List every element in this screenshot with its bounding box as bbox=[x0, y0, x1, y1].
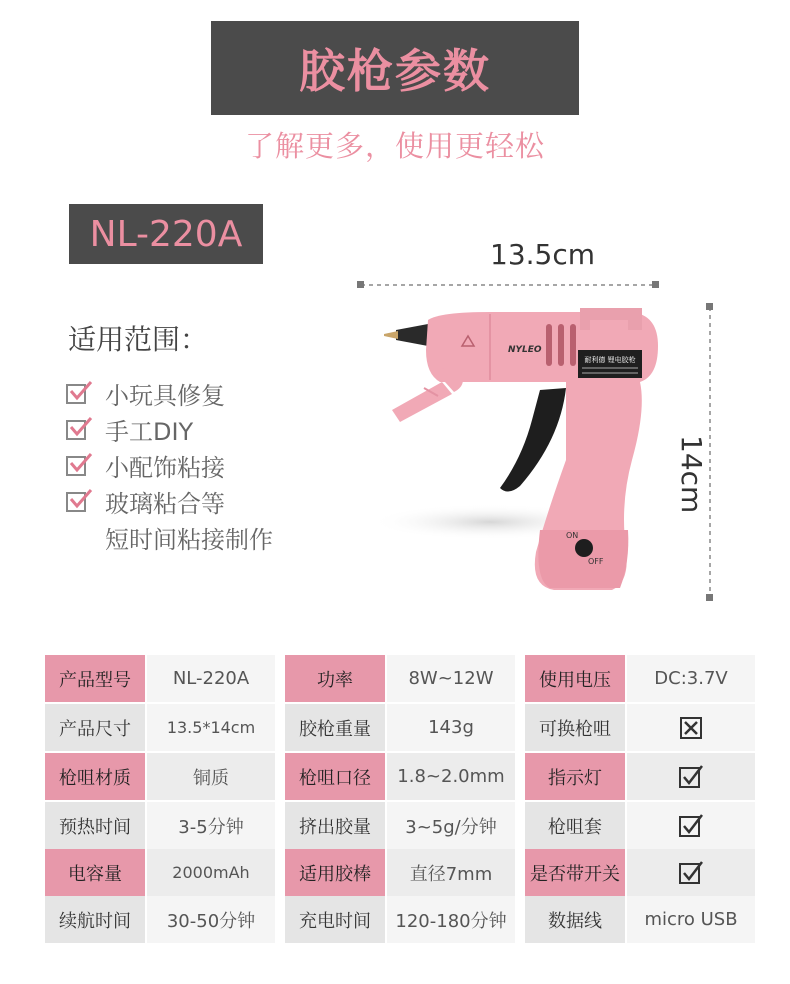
spec-value: 8W~12W bbox=[387, 655, 515, 702]
spec-label: 挤出胶量 bbox=[285, 802, 385, 849]
feature-label: 手工DIY bbox=[105, 417, 194, 446]
spec-label: 电容量 bbox=[45, 849, 145, 896]
spec-label: 充电时间 bbox=[285, 896, 385, 943]
spec-value: DC:3.7V bbox=[627, 655, 755, 702]
spec-value-x-box bbox=[627, 704, 755, 751]
spec-value: 3~5g/分钟 bbox=[387, 802, 515, 849]
spec-value: 3-5分钟 bbox=[147, 802, 275, 849]
page-title: 胶枪参数 bbox=[299, 44, 491, 98]
spec-value: NL-220A bbox=[147, 655, 275, 702]
spec-value: 2000mAh bbox=[147, 849, 275, 896]
feature-label: 小配饰粘接 bbox=[105, 453, 225, 482]
spec-value-check bbox=[627, 753, 755, 800]
spec-label: 胶枪重量 bbox=[285, 704, 385, 751]
height-dimension: 14cm bbox=[675, 435, 708, 514]
spec-value: 120-180分钟 bbox=[387, 896, 515, 943]
feature-label: 玻璃粘合等 bbox=[105, 489, 225, 518]
spec-label: 枪咀口径 bbox=[285, 753, 385, 800]
spec-value-check bbox=[627, 802, 755, 849]
switch-off-label: OFF bbox=[588, 557, 604, 566]
spec-label: 指示灯 bbox=[525, 753, 625, 800]
spec-label: 枪咀套 bbox=[525, 802, 625, 849]
width-dimension: 13.5cm bbox=[490, 238, 596, 271]
spec-label: 适用胶棒 bbox=[285, 849, 385, 896]
spec-value: micro USB bbox=[627, 896, 755, 943]
spec-value: 直径7mm bbox=[387, 849, 515, 896]
spec-label: 预热时间 bbox=[45, 802, 145, 849]
spec-value-check bbox=[627, 849, 755, 896]
glue-gun-image bbox=[380, 290, 670, 610]
spec-label: 使用电压 bbox=[525, 655, 625, 702]
feature-continuation: 短时间粘接制作 bbox=[105, 525, 273, 554]
model-number: NL-220A bbox=[89, 213, 243, 255]
switch-on-label: ON bbox=[566, 531, 579, 540]
feature-label: 小玩具修复 bbox=[105, 381, 225, 410]
spec-value: 1.8~2.0mm bbox=[387, 753, 515, 800]
page-subtitle: 了解更多，使用更轻松 bbox=[244, 129, 545, 163]
check-icon bbox=[679, 814, 703, 838]
spec-value: 30-50分钟 bbox=[147, 896, 275, 943]
spec-value: 143g bbox=[387, 704, 515, 751]
spec-label: 产品型号 bbox=[45, 655, 145, 702]
check-icon bbox=[679, 861, 703, 885]
spec-label: 可换枪咀 bbox=[525, 704, 625, 751]
spec-value: 13.5*14cm bbox=[147, 704, 275, 751]
scope-title: 适用范围： bbox=[68, 323, 209, 356]
spec-label: 数据线 bbox=[525, 896, 625, 943]
spec-value: 铜质 bbox=[147, 753, 275, 800]
label-title: 耐利德 锂电胶枪 bbox=[584, 356, 636, 364]
spec-label: 产品尺寸 bbox=[45, 704, 145, 751]
x-box-icon bbox=[680, 717, 702, 739]
spec-label: 续航时间 bbox=[45, 896, 145, 943]
brand-logo: NYLEO bbox=[508, 345, 542, 355]
spec-label: 是否带开关 bbox=[525, 849, 625, 896]
spec-label: 功率 bbox=[285, 655, 385, 702]
spec-label: 枪咀材质 bbox=[45, 753, 145, 800]
check-icon bbox=[679, 765, 703, 789]
